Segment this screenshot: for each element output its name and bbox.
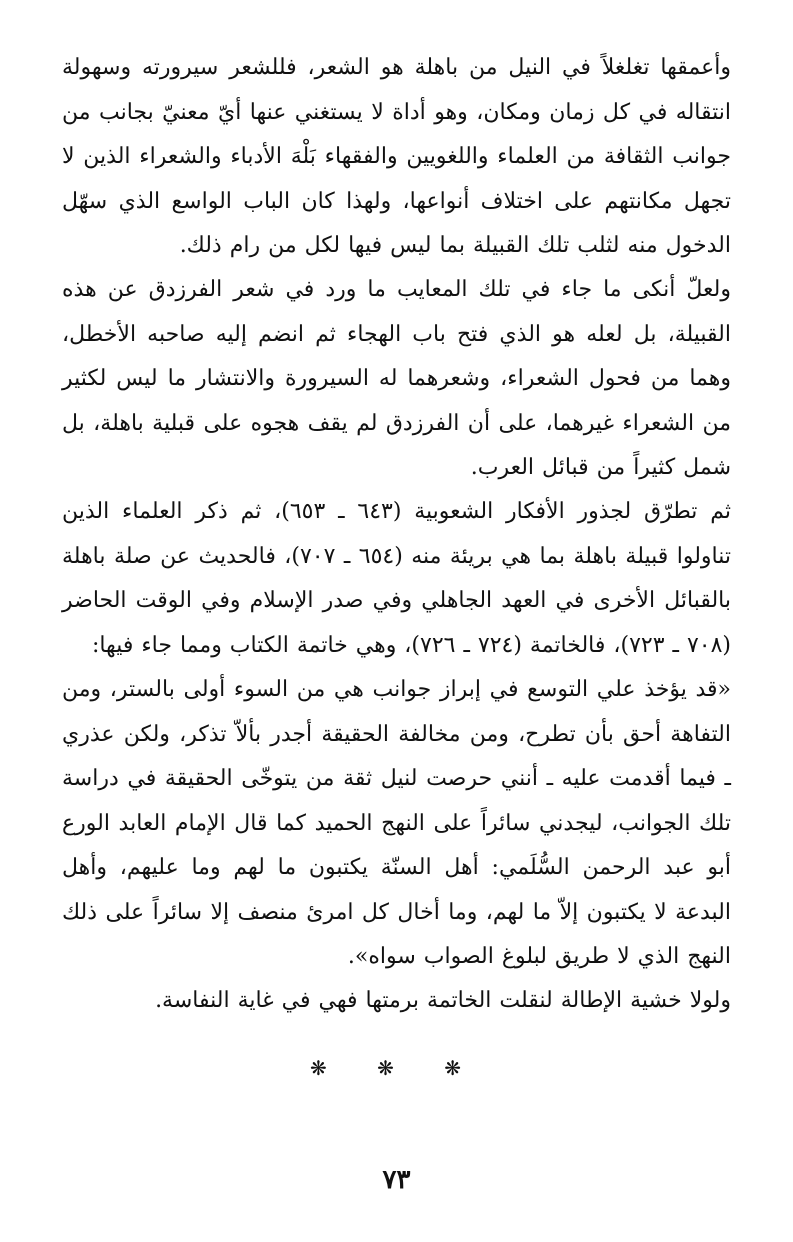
- quotation-paragraph: «قد يؤخذ علي التوسع في إبراز جوانب هي من السوء أولى بالستر، ومن التفاهة أحق بأن تطرح، ومن مخالفة الحقيقة أجدر بألاّ تذكر، ولكن عذري ـ فيما أقدمت عليه ـ أنني حرصت لنيل ثقة من يتوخّى الحقيقة في دراسة تلك الجوانب، ليجدني سائراً على النهج الحميد كما قال الإمام العابد الورع أبو عبد الرحمن السُّلَمي: أهل السنّة يكتبون ما لهم وما عليهم، وأهل البدعة لا يكتبون إلاّ ما لهم، وما أخال كل امرئ منصف إلا سائراً على ذلك النهج الذي لا طريق لبلوغ الصواب سواه».: [62, 677, 731, 969]
- paragraph-5: ولولا خشية الإطالة لنقلت الخاتمة برمتها فهي في غاية النفاسة.: [155, 988, 731, 1013]
- paragraph-3: ثم تطرّق لجذور الأفكار الشعوبية (٦٤٣ ـ ٦٥٣)، ثم ذكر العلماء الذين تناولوا قبيلة باهلة بما هي بريئة منه (٦٥٤ ـ ٧٠٧)، فالحديث عن صلة باهلة بالقبائل الأخرى في العهد الجاهلي وفي صدر الإسلام وفي الوقت الحاضر (٧٠٨ ـ ٧٢٣)، فالخاتمة (٧٢٤ ـ ٧٢٦)، وهي خاتمة الكتاب ومما جاء فيها:: [62, 499, 732, 658]
- page-number: ٧٣: [382, 1165, 411, 1195]
- section-separator: ❋ ❋ ❋: [310, 1056, 483, 1080]
- paragraph-2: ولعلّ أنكى ما جاء في تلك المعايب ما ورد في شعر الفرزدق عن هذه القبيلة، بل لعله هو الذي فتح باب الهجاء ثم انضم إليه صاحبه الأخطل، وهما من فحول الشعراء، وشعرهما له السيرورة والانتشار ما ليس لكثير من الشعراء غيرهما، على أن الفرزدق لم يقف هجوه على قبلية باهلة، بل شمل كثيراً من قبائل العرب.: [62, 277, 731, 480]
- paragraph-1: وأعمقها تغلغلاً في النيل من باهلة هو الشعر، فللشعر سيرورته وسهولة انتقاله في كل زمان ومكان، وهو أداة لا يستغني عنها أيّ معنيّ بجانب من جوانب الثقافة من العلماء واللغويين والفقهاء بَلْهَ الأدباء والشعراء الذين لا تجهل مكانتهم على اختلاف أنواعها، ولهذا كان الباب الواسع الذي سهّل الدخول منه لثلب تلك القبيلة بما ليس فيها لكل من رام ذلك.: [62, 55, 731, 258]
